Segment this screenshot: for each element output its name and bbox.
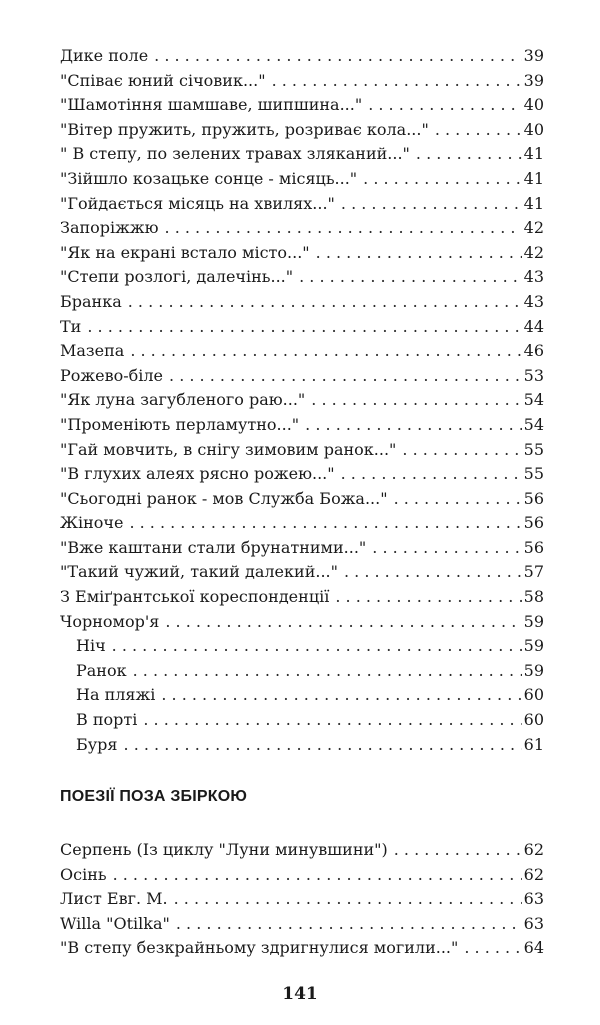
dot-leader <box>368 93 521 118</box>
toc-entry-title: "Як на екрані встало місто..." <box>60 242 310 262</box>
toc-entry-title: "Гойдається місяць на хвилях..." <box>60 193 335 213</box>
toc-entry <box>60 536 544 561</box>
toc-entry <box>60 167 544 192</box>
dot-leader <box>165 216 522 241</box>
dot-leader <box>124 733 522 758</box>
dot-leader <box>394 838 522 863</box>
toc-entry <box>60 265 544 290</box>
toc-entry-title: Мазепа <box>60 341 125 361</box>
toc-entry <box>60 364 544 389</box>
toc-entry-title: Запоріжжю <box>60 218 159 238</box>
toc-entry <box>60 290 544 315</box>
dot-leader <box>169 364 522 389</box>
toc-entry <box>60 936 544 961</box>
toc-entry <box>60 863 544 888</box>
toc-entry <box>60 487 544 512</box>
toc-entry-title: Ти <box>60 316 82 336</box>
dot-leader <box>316 241 522 266</box>
toc-entry-page: 41 <box>523 193 544 213</box>
toc-entry <box>60 912 544 937</box>
toc-entry <box>60 462 544 487</box>
toc-entry-title: Дике поле <box>60 46 149 65</box>
toc-entry-page: 63 <box>523 889 544 909</box>
toc-entry-title: "Співає юний січовик..." <box>60 70 266 90</box>
toc-entry <box>60 315 544 340</box>
toc-entry-page: 62 <box>523 840 544 859</box>
dot-leader <box>299 265 522 290</box>
toc-entry <box>60 610 544 635</box>
toc-entry-title: На пляжі <box>76 685 156 705</box>
toc-list-extra <box>60 838 544 961</box>
toc-entry <box>60 142 544 167</box>
toc-entry-title: В порті <box>76 710 138 730</box>
toc-entry-title: "Вітер пружить, пружить, розриває кола..." <box>60 119 429 139</box>
dot-leader <box>129 511 521 536</box>
toc-entry-title: "В глухих алеях рясно рожею..." <box>60 464 335 484</box>
toc-entry-page: 43 <box>523 267 544 287</box>
section-heading: ПОЕЗІЇ ПОЗА ЗБІРКОЮ <box>60 788 248 805</box>
toc-entry-page: 59 <box>523 636 544 656</box>
toc-entry-page: 46 <box>523 341 544 361</box>
toc-entry-title: "Зійшло козацьке сонце - місяць..." <box>60 168 358 188</box>
toc-entry-page: 42 <box>523 242 544 262</box>
toc-entry-page: 53 <box>523 365 544 385</box>
dot-leader <box>372 536 521 561</box>
toc-entry-page: 56 <box>523 488 544 508</box>
toc-entry <box>60 708 544 733</box>
toc-entry <box>60 388 544 413</box>
dot-leader <box>311 388 521 413</box>
toc-entry-page: 55 <box>523 439 544 459</box>
toc-entry-page: 58 <box>523 587 544 607</box>
toc-entry-title: "Променіють перламутно..." <box>60 414 300 434</box>
toc-entry-page: 56 <box>523 537 544 557</box>
toc-entry-page: 60 <box>523 685 544 705</box>
dot-leader <box>165 610 521 635</box>
toc-entry <box>60 733 544 758</box>
toc-entry <box>60 216 544 241</box>
toc-entry-title: "Гай мовчить, в снігу зимовим ранок..." <box>60 439 397 459</box>
toc-entry-title: "Шамотіння шамшаве, шипшина..." <box>60 95 363 115</box>
dot-leader <box>154 44 521 69</box>
toc-entry-page: 55 <box>523 464 544 484</box>
dot-leader <box>344 560 522 585</box>
dot-leader <box>341 462 522 487</box>
dot-leader <box>176 912 522 937</box>
toc-entry-page: 40 <box>523 95 544 115</box>
toc-entry <box>60 887 544 912</box>
dot-leader <box>272 69 522 94</box>
toc-entry-page: 54 <box>523 414 544 434</box>
toc-entry <box>60 44 544 69</box>
dot-leader <box>161 683 521 708</box>
dot-leader <box>394 487 522 512</box>
toc-entry-title: Ранок <box>76 660 127 680</box>
toc-entry <box>60 585 544 610</box>
toc-entry-page: 39 <box>523 46 544 65</box>
toc-entry-page: 63 <box>523 913 544 933</box>
dot-leader <box>363 167 521 192</box>
dot-leader <box>335 585 521 610</box>
toc-entry-page: 40 <box>523 119 544 139</box>
toc-entry <box>60 634 544 659</box>
toc-entry-title: Бранка <box>60 291 122 311</box>
toc-entry-title: " В степу, по зелених травах зляканий..." <box>60 144 410 164</box>
toc-entry-page: 54 <box>523 390 544 410</box>
toc-entry <box>60 93 544 118</box>
toc-entry-title: "Сьогодні ранок - мов Служба Божа..." <box>60 488 388 508</box>
toc-entry-title: "Вже каштани стали брунатними..." <box>60 537 367 557</box>
dot-leader <box>174 887 522 912</box>
toc-entry <box>60 69 544 94</box>
toc-entry <box>60 438 544 463</box>
toc-entry <box>60 118 544 143</box>
toc-entry-title: Серпень (Із циклу "Луни минувшини") <box>60 840 388 859</box>
toc-entry-title: Willa "Otilka" <box>60 913 170 933</box>
toc-entry-page: 39 <box>523 70 544 90</box>
toc-entry-title: "Степи розлогі, далечінь..." <box>60 267 294 287</box>
toc-entry-title: Ніч <box>76 636 106 656</box>
toc-entry-page: 59 <box>523 611 544 631</box>
toc-list-main <box>60 44 544 757</box>
dot-leader <box>87 315 521 340</box>
toc-entry-page: 41 <box>523 168 544 188</box>
toc-entry-title: "Такий чужий, такий далекий..." <box>60 562 338 582</box>
toc-entry-title: "Як луна загубленого раю..." <box>60 390 306 410</box>
toc-entry <box>60 838 544 863</box>
dot-leader <box>130 339 521 364</box>
toc-entry-page: 57 <box>523 562 544 582</box>
dot-leader <box>133 659 522 684</box>
toc-entry <box>60 659 544 684</box>
toc-entry-title: З Еміґрантської кореспонденції <box>60 587 330 607</box>
toc-entry-title: Чорномор'я <box>60 611 160 631</box>
dot-leader <box>112 634 522 659</box>
toc-entry-page: 64 <box>523 938 544 958</box>
dot-leader <box>128 290 522 315</box>
toc-entry <box>60 511 544 536</box>
dot-leader <box>416 142 522 167</box>
dot-leader <box>341 192 522 217</box>
toc-entry-title: Лист Евг. М. <box>60 889 168 909</box>
toc-entry <box>60 339 544 364</box>
dot-leader <box>113 863 522 888</box>
toc-entry-title: Рожево-біле <box>60 365 164 385</box>
toc-entry-page: 42 <box>523 218 544 238</box>
toc-entry-title: Осінь <box>60 864 107 884</box>
toc-entry-page: 60 <box>523 710 544 730</box>
toc-entry-page: 61 <box>523 734 544 754</box>
toc-entry <box>60 241 544 266</box>
dot-leader <box>402 438 521 463</box>
toc-entry <box>60 560 544 585</box>
toc-entry-page: 59 <box>523 660 544 680</box>
toc-entry-title: Буря <box>76 734 118 754</box>
toc-entry-page: 44 <box>523 316 544 336</box>
toc-entry-title: Жіноче <box>60 513 124 533</box>
toc-entry <box>60 413 544 438</box>
toc-entry-page: 62 <box>523 864 544 884</box>
page-number: 141 <box>282 984 318 1004</box>
toc-entry-title: "В степу безкрайньому здригнулися могили..." <box>60 938 459 958</box>
toc-entry <box>60 683 544 708</box>
toc-entry-page: 56 <box>523 513 544 533</box>
toc-entry <box>60 192 544 217</box>
dot-leader <box>435 118 522 143</box>
dot-leader <box>305 413 521 438</box>
dot-leader <box>143 708 521 733</box>
toc-entry-page: 43 <box>523 291 544 311</box>
dot-leader <box>464 936 521 961</box>
toc-entry-page: 41 <box>523 144 544 164</box>
